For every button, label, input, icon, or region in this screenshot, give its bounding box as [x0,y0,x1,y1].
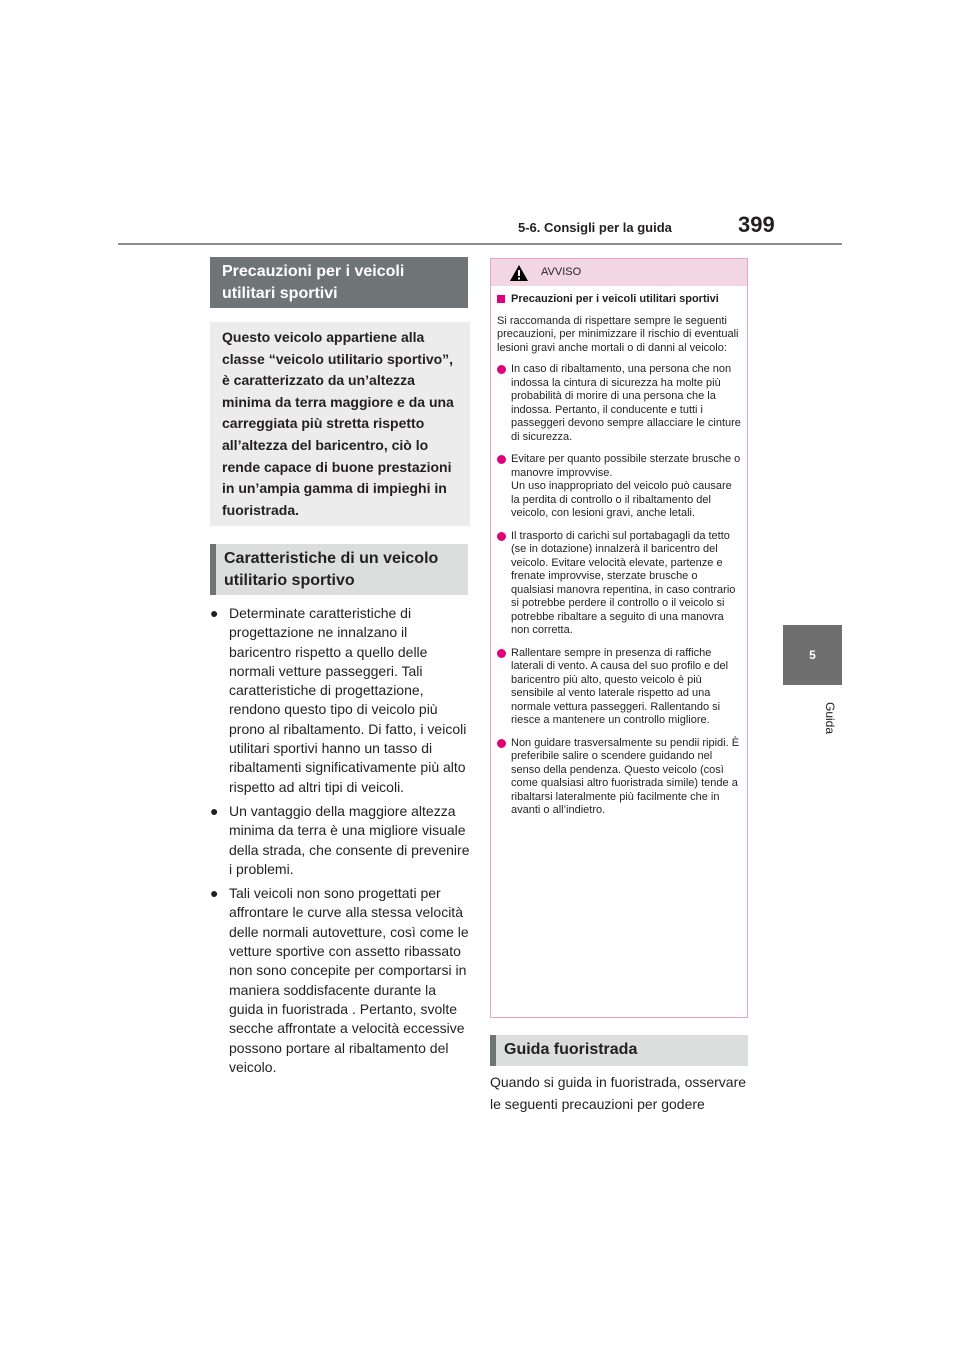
warning-item-text: Il trasporto di carichi sul portabagagli da tetto (se in dotazione) innalzerà il baricentro del veicolo. Evitare velocità elevate, partenze e frenate improvvise, sterzate brusche o qualsiasi manovra repentina, in caso contrario si potrebbe perdere il controllo o il veicolo si potrebbe ribaltare a seguito di una manovra non corretta. [511,529,736,636]
fuoristrada-paragraph: Quando si guida in fuoristrada, osservare le seguenti precauzioni per godere [490,1074,747,1112]
section-heading-caratteristiche: Caratteristiche di un veicolo utilitario sportivo [210,544,468,595]
section-title: 5-6. Consigli per la guida [518,220,672,235]
bullet-icon [497,739,506,748]
intro-line: rende capace di buone prestazioni [222,458,452,475]
warning-item [497,647,743,728]
warning-item-text: In caso di ribaltamento, una persona che non indossa la cintura di sicurezza ha molte più probabilità di morire di una persona che la indossa. Pertanto, il conducente e tutti i passeggeri devono sempre allacciare le cinture di sicurezza. [511,363,741,443]
intro-line: all’altezza del baricentro, ciò lo [222,436,429,453]
intro-line: fuoristrada. [222,501,300,518]
list-item [210,884,472,1077]
square-bullet-icon [497,295,505,303]
feature-list [210,604,472,1082]
list-item-text: Determinate caratteristiche di progettazione ne innalzano il baricentro rispetto a quello delle normali vetture passeggeri. Tali caratteristiche di progettazione, rendono questo tipo di veicolo più prono al ribaltamento. Di fatto, i veicoli utilitari sportivi hanno un tasso di ribaltamenti significativamente più alto rispetto ad altri tipi di veicoli. [229,605,467,795]
warning-triangle-icon [509,264,529,282]
section-heading-fuoristrada: Guida fuoristrada [490,1035,748,1066]
section-heading-precauzioni: Precauzioni per i veicoli utilitari sportivi [210,257,468,308]
intro-line: Questo veicolo appartiene alla [222,329,425,345]
warning-heading [497,293,743,307]
list-item-text: Tali veicoli non sono progettati per affrontare le curve alla stessa velocità delle normali autovetture, così come le vetture sportive con assetto ribassato non sono concepite per comportarsi in maniera soddisfacente durante la guida in fuoristrada . Pertanto, svolte secche affrontate a velocità eccessive possono portare al ribaltamento del veicolo. [229,885,469,1075]
warning-heading-text: Precauzioni per i veicoli utilitari sportivi [511,293,719,305]
warning-item-text: Non guidare trasversalmente su pendii ripidi. È preferibile salire o scendere guidando nel senso della pendenza. Questo veicolo (così come qualsiasi altro fuoristrada simile) tende a ribaltarsi lateralmente più facilmente che in avanti o all’indietro. [511,736,740,816]
intro-line: in un’ampia gamma di impieghi in [222,480,447,497]
intro-box [210,322,470,526]
intro-line: carreggiata più stretta rispetto [222,415,425,432]
header-divider [118,243,842,245]
bullet-icon: ● [210,885,219,902]
warning-item [497,737,743,818]
intro-line: minima da terra maggiore e da una [222,393,454,410]
bullet-icon [497,455,506,464]
warning-box [490,258,748,1018]
warning-item [497,363,743,444]
bullet-icon [497,365,506,374]
bullet-icon [497,532,506,541]
warning-item [497,453,743,521]
warning-header [491,259,747,286]
bullet-icon: ● [210,605,219,621]
list-item [210,604,472,797]
list-item-text: Un vantaggio della maggiore altezza minima da terra è una migliore visuale della strada, che consente di prevenire i problemi. [229,802,470,877]
warning-title: AVVISO [541,266,582,278]
bullet-icon [497,649,506,658]
chapter-label: Guida [823,701,837,735]
intro-line: è caratterizzato da un’altezza [222,372,415,389]
warning-item-text: Rallentare sempre in presenza di raffiche laterali di vento. A causa del suo profilo e del baricentro più alto, questo veicolo è più sensibile al vento laterale rispetto ad una normale vettura passeggeri. Rallentando si riesce a mantenere un controllo migliore. [511,646,729,726]
warning-body [497,293,743,827]
warning-item-text: Evitare per quanto possibile sterzate brusche o manovre improvvise. Un uso inappropriato del veicolo può causare la perdita di controllo o il ribaltamento del veicolo, con lesioni gravi, anche letali. [511,453,741,519]
bullet-icon: ● [210,802,219,819]
warning-intro: Si raccomanda di rispettare sempre le seguenti precauzioni, per minimizzare il rischio di eventuali lesioni gravi anche mortali o di danni al veicolo: [497,314,739,354]
intro-line: classe “veicolo utilitario sportivo”, [222,350,454,367]
chapter-tab[interactable]: 5 [783,625,842,685]
list-item [210,802,472,879]
page-number: 399 [738,212,775,237]
warning-item [497,530,743,638]
